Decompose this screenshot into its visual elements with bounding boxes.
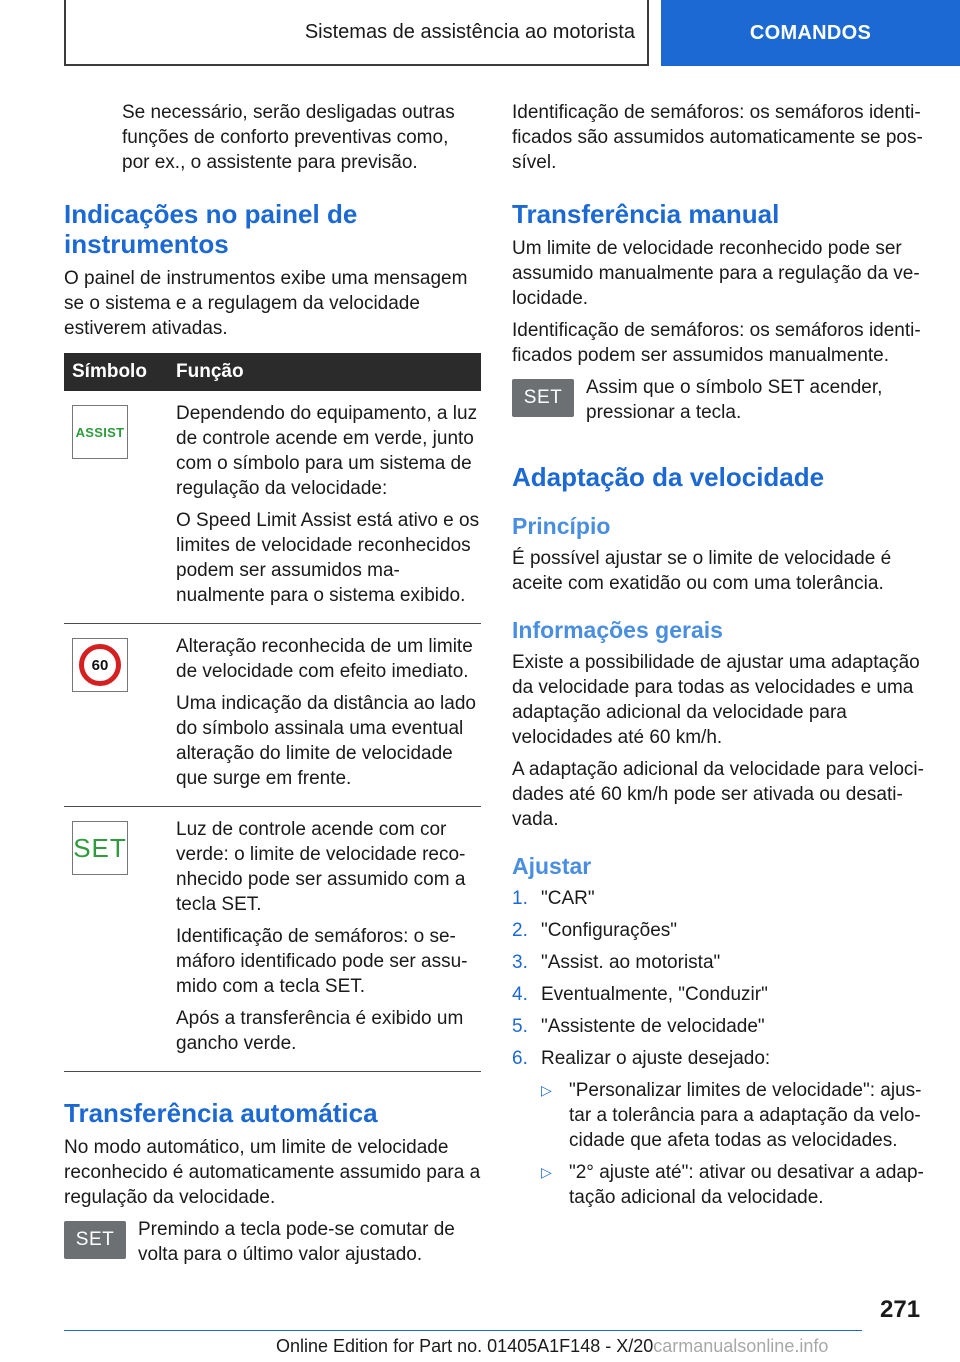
heading-transferencia-automatica: Transferência automática <box>64 1098 378 1128</box>
list-item: 1. "CAR" <box>512 888 595 909</box>
function-text: Alteração reconhecida de um limite de velocidade com efeito imediato. <box>176 636 473 682</box>
paragraph-auto-key: Premindo a tecla pode-se comutar de volta para o último valor ajustado. <box>138 1219 455 1265</box>
list-item: 5. "Assistente de velocidade" <box>512 1016 765 1037</box>
set-key-row-manual <box>512 375 924 432</box>
paragraph-manual-2: Identificação de semáforos: os semáforos identificados podem ser assumidos manualmente. <box>512 320 921 366</box>
speed-limit-sign-icon <box>72 638 128 692</box>
paragraph-semaforos-auto: Identificação de semáforos: os semáforos identificados são assumidos automaticamente se possível. <box>512 102 923 173</box>
list-item: ▷ "2° ajuste até": ativar ou desativar a adaptação adicional da velocidade. <box>541 1162 924 1208</box>
table-row <box>64 624 481 807</box>
heading-ajustar: Ajustar <box>512 853 592 879</box>
table-row <box>64 807 481 1072</box>
paragraph-info-2: A adaptação adicional da velocidade para velocidades até 60 km/h pode ser ativada ou desativada. <box>512 759 924 830</box>
chapter-tab <box>661 0 960 66</box>
assist-icon-label: ASSIST <box>75 424 125 440</box>
table-row <box>64 391 481 624</box>
edition-text: Online Edition for Part no. 01405A1F148 - X/20 <box>276 1336 654 1356</box>
heading-indicacoes: Indicações no painel de instrumentos <box>64 199 358 259</box>
list-item: 2. "Configurações" <box>512 920 678 941</box>
footer-edition <box>276 1336 828 1357</box>
paragraph-indicacoes: O painel de instrumentos exibe uma mensagem se o sistema e a regulagem da velocidade estiverem ativadas. <box>64 268 468 339</box>
heading-adaptacao: Adaptação da velocidade <box>512 462 825 492</box>
speed-limit-value: 60 <box>91 656 109 674</box>
assist-indicator-icon <box>72 405 128 459</box>
list-item: 4. Eventualmente, "Conduzir" <box>512 984 768 1005</box>
function-text: O Speed Limit Assist está ativo e os limites de velocidade reconhecidos podem ser assumidos manualmente para o sistema exibido. <box>176 510 480 606</box>
bullet-triangle-icon: ▷ <box>541 1164 552 1180</box>
paragraph-manual-1: Um limite de velocidade reconhecido pode ser assumido manualmente para a regulação da velocidade. <box>512 238 920 309</box>
function-text: Após a transferência é exibido um gancho verde. <box>176 1008 464 1054</box>
function-text: Uma indicação da distância ao lado do símbolo assinala uma eventual alteração do limite de velocidade que surge em frente. <box>176 693 476 789</box>
set-button-label: SET <box>75 1229 115 1250</box>
set-button-label: SET <box>523 387 563 408</box>
list-item: 6. Realizar o ajuste desejado: ▷ "Personalizar limites de velocidade": ajustar a tolerância para a adaptação da velocidade que afeta todas as velocidades. ▷ "2° ajuste até": ativar ou desativar a adaptação adicional da velocidade. <box>512 1048 924 1208</box>
paragraph-principio: É possível ajustar se o limite de velocidade é aceite com exatidão ou com uma tolerância. <box>512 548 892 594</box>
watermark: carmanualsonline.info <box>653 1336 829 1356</box>
section-title: Sistemas de assistência ao motorista <box>304 20 635 43</box>
right-column <box>512 100 924 1224</box>
symbol-table-header <box>64 353 481 391</box>
running-header-section <box>64 0 649 66</box>
list-item: ▷ "Personalizar limites de velocidade": ajustar a tolerância para a adaptação da velocidade que afeta todas as velocidades. <box>541 1080 922 1151</box>
set-indicator-icon <box>72 821 128 875</box>
speed-limit-ring <box>79 644 121 686</box>
bullet-triangle-icon: ▷ <box>541 1082 552 1098</box>
column-function: Função <box>168 353 481 391</box>
set-button-icon <box>512 379 574 417</box>
function-text: Dependendo do equipamento, a luz de controle acende em verde, junto com o símbolo para um sistema de regulação da velocidade: <box>176 403 478 499</box>
left-column <box>64 100 481 1274</box>
steps-list <box>512 886 924 1217</box>
function-text: Luz de controle acende com cor verde: o limite de velocidade reconhecido pode ser assumido com a tecla SET. <box>176 819 466 915</box>
heading-principio: Princípio <box>512 513 611 539</box>
footer-rule <box>64 1330 862 1331</box>
page-number: 271 <box>880 1296 921 1323</box>
function-text: Identificação de semáforos: o semáforo identificado pode ser assumido com a tecla SET. <box>176 926 468 997</box>
intro-paragraph: Se necessário, serão desligadas outras funções de conforto preventivas como, por ex., o assistente para previsão. <box>122 102 455 173</box>
paragraph-manual-key: Assim que o símbolo SET acender, pressionar a tecla. <box>586 377 883 423</box>
substeps-list <box>541 1078 924 1210</box>
set-key-row-auto <box>64 1217 481 1274</box>
set-icon-label: SET <box>73 832 127 863</box>
list-item: 3. "Assist. ao motorista" <box>512 952 721 973</box>
paragraph-info-1: Existe a possibilidade de ajustar uma adaptação da velocidade para todas as velocidades e uma adaptação adicional da velocidade para velocidades até 60 km/h. <box>512 652 920 748</box>
symbol-table <box>64 353 481 1072</box>
heading-informacoes-gerais: Informações gerais <box>512 617 723 643</box>
column-symbol: Símbolo <box>64 353 168 391</box>
chapter-title: COMANDOS <box>749 21 872 44</box>
set-button-icon <box>64 1221 126 1259</box>
heading-transferencia-manual: Transferência manual <box>512 199 780 229</box>
paragraph-auto: No modo automático, um limite de velocidade reconhecido é automaticamente assumido para a regulação da velocidade. <box>64 1137 481 1208</box>
